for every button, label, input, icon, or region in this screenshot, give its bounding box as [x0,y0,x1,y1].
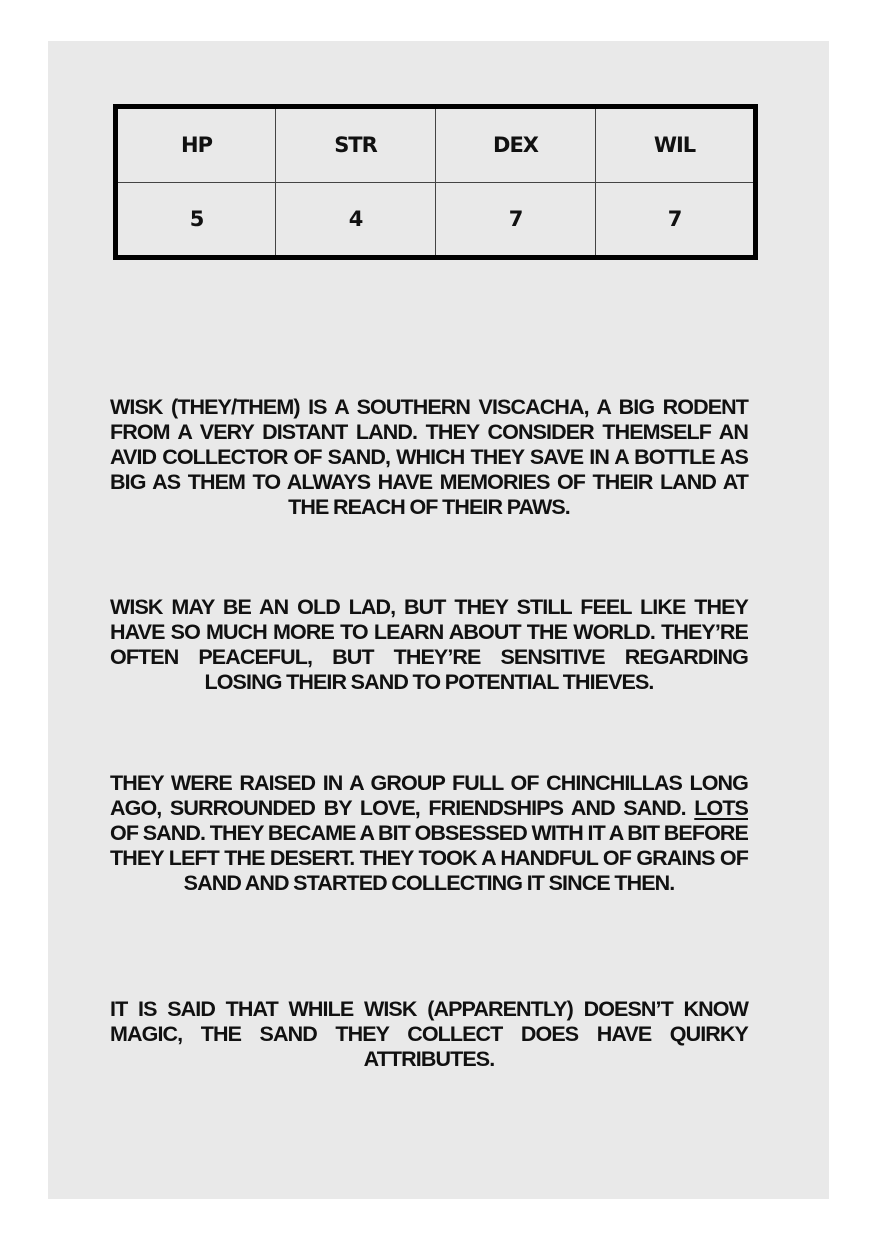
stat-header-hp: HP [116,107,276,183]
stat-value-wil: 7 [596,182,756,258]
stat-value-row [116,182,756,258]
stat-header-wil: WIL [596,107,756,183]
paragraph-backstory-end: OF SAND. THEY BECAME A BIT OBSESSED WITH IT A BIT BEFORE THEY LEFT THE DESERT. THEY TOOK A HANDFUL OF GRAINS OF SAND AND STARTED COLLECTING IT SINCE THEN. [110,821,748,895]
stat-value-str: 4 [276,182,436,258]
paragraph-backstory-emphasis: LOTS [694,796,748,820]
paragraph-backstory [110,771,748,896]
stat-header-dex: DEX [436,107,596,183]
paragraph-magic: IT IS SAID THAT WHILE WISK (APPARENTLY) DOESN’T KNOW MAGIC, THE SAND THEY COLLECT DOES HAVE QUIRKY ATTRIBUTES. [110,997,748,1071]
paragraph-intro: WISK (THEY/THEM) IS A SOUTHERN VISCACHA, A BIG RODENT FROM A VERY DISTANT LAND. THEY CONSIDER THEMSELF AN AVID COLLECTOR OF SAND, WHICH THEY SAVE IN A BOTTLE AS BIG AS THEM TO ALWAYS HAVE MEMORIES OF THEIR LAND AT THE REACH OF THEIR PAWS. [110,395,748,519]
paragraph-backstory-start: THEY WERE RAISED IN A GROUP FULL OF CHINCHILLAS LONG AGO, SURROUNDED BY LOVE, FRIENDSHIPS AND SAND. [110,771,748,820]
stat-table [113,104,758,260]
stat-header-row [116,107,756,183]
stat-value-hp: 5 [116,182,276,258]
paragraph-personality: WISK MAY BE AN OLD LAD, BUT THEY STILL FEEL LIKE THEY HAVE SO MUCH MORE TO LEARN ABOUT THE WORLD. THEY’RE OFTEN PEACEFUL, BUT THEY’RE SENSITIVE REGARDING LOSING THEIR SAND TO POTENTIAL THIEVES. [110,595,748,694]
stat-header-str: STR [276,107,436,183]
stat-value-dex: 7 [436,182,596,258]
